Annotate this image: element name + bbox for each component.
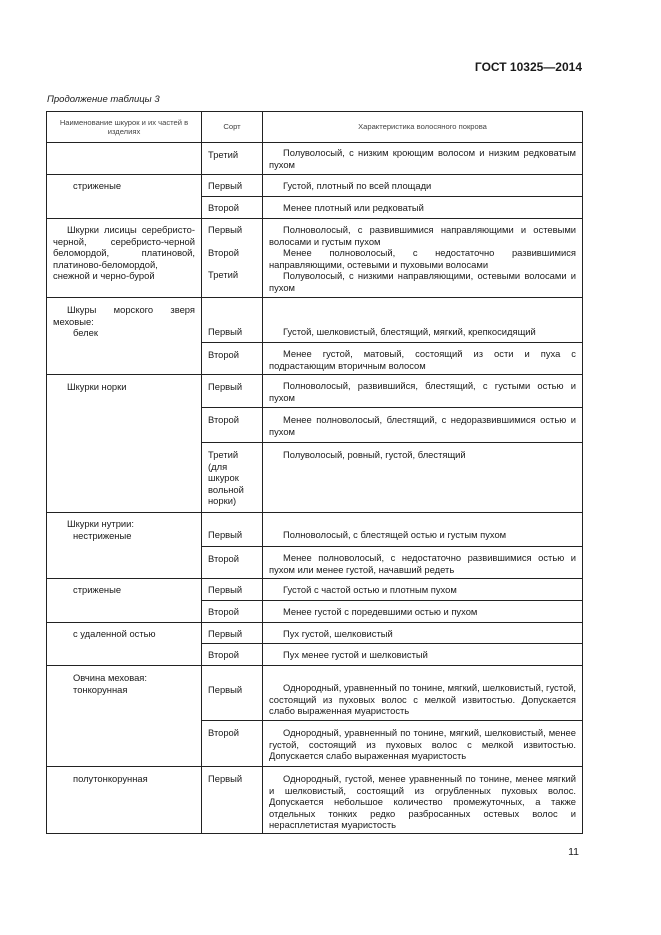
description-cell xyxy=(263,601,583,623)
table-row xyxy=(47,408,583,443)
grade-cell xyxy=(202,343,263,375)
table-row xyxy=(47,513,583,547)
description-cell xyxy=(263,343,583,375)
grade-cell xyxy=(202,721,263,767)
grade: Второй xyxy=(208,553,240,564)
grade: Второй xyxy=(208,414,240,425)
table-row xyxy=(47,343,583,375)
grade-cell xyxy=(202,408,263,443)
grade: Второй xyxy=(208,606,240,617)
description: Менее плотный или редковатый xyxy=(283,202,424,213)
item-name: стриженые xyxy=(73,584,122,595)
item-name-cell xyxy=(47,666,202,721)
description-cell xyxy=(263,219,583,298)
grade: Первый xyxy=(208,628,243,639)
table-row xyxy=(47,579,583,601)
grade-cell xyxy=(202,547,263,579)
grade-cell xyxy=(202,623,263,644)
standard-header: ГОСТ 10325—2014 xyxy=(474,60,582,74)
item-name: полутонкорунная xyxy=(73,773,148,784)
item-name-cell xyxy=(47,219,202,298)
item-name: стриженые xyxy=(73,180,122,191)
table-row xyxy=(47,197,583,219)
item-subname: нестриженые xyxy=(73,529,132,541)
table-caption: Продолжение таблицы 3 xyxy=(47,94,160,105)
item-name-cell xyxy=(47,197,202,219)
grade: Первый xyxy=(208,326,243,337)
description: Полноволосый, с развившимися направляющими и остевыми волосами и густым пухом xyxy=(269,224,576,247)
description: Однородный, уравненный по тонине, мягкий, шелковистый, густой, состоящий из пуховых волос с мелкой извитостью. Допускается слабо выраженная муаристость xyxy=(269,682,576,716)
description: Полноволосый, развившийся, блестящий, с густыми остью и пухом xyxy=(269,380,576,403)
table-row xyxy=(47,175,583,197)
table-row xyxy=(47,601,583,623)
table-row xyxy=(47,298,583,343)
item-name-cell xyxy=(47,721,202,767)
description-cell xyxy=(263,513,583,547)
description: Густой, плотный по всей площади xyxy=(283,180,432,191)
grade-cell xyxy=(202,601,263,623)
description: Полуволосый, ровный, густой, блестящий xyxy=(283,449,466,460)
description: Полуволосый, с низкими направляющими, остевыми волосами и пухом xyxy=(269,270,576,293)
grade: Третий (для шкурок вольной норки) xyxy=(208,449,244,506)
table-row xyxy=(47,547,583,579)
description: Однородный, уравненный по тонине, мягкий, шелковистый, менее густой, состоящий из пуховых волос с мелкой извитостью. Допускается слабо выраженная муаристость xyxy=(269,727,576,761)
description-cell xyxy=(263,644,583,666)
grade-cell xyxy=(202,666,263,721)
grade: Первый xyxy=(208,529,243,540)
description: Менее полноволосый, с недостаточно развившимися остью и пухом или менее густой, начавший редеть xyxy=(269,552,576,575)
description: Полноволосый, с блестящей остью и густым пухом xyxy=(283,529,507,540)
item-name-cell xyxy=(47,601,202,623)
description-cell xyxy=(263,666,583,721)
grade: Первый xyxy=(208,180,243,191)
item-name: Овчина меховая: xyxy=(73,672,147,683)
grade: Первый xyxy=(208,224,243,235)
table-row xyxy=(47,767,583,834)
grade-cell xyxy=(202,175,263,197)
item-name-cell xyxy=(47,143,202,175)
grade: Первый xyxy=(208,584,243,595)
table-row xyxy=(47,375,583,408)
description-cell xyxy=(263,143,583,175)
grade-cell xyxy=(202,767,263,834)
table-row xyxy=(47,721,583,767)
description: Пух менее густой и шелковистый xyxy=(283,649,428,660)
table-row xyxy=(47,143,583,175)
grade-cell xyxy=(202,298,263,343)
description: Густой, шелковистый, блестящий, мягкий, крепкосидящий xyxy=(283,326,536,337)
grade: Второй xyxy=(208,649,240,660)
grade-cell xyxy=(202,143,263,175)
grade: Первый xyxy=(208,381,243,392)
description-cell xyxy=(263,197,583,219)
description-cell xyxy=(263,298,583,343)
item-name-cell xyxy=(47,375,202,408)
table-header-row xyxy=(47,112,583,143)
description-cell xyxy=(263,579,583,601)
item-name-cell xyxy=(47,175,202,197)
item-name: Шкурки лисицы серебристо-черной, серебристо-черной беломордой, платиновой, платиново-беломордой, снежной и черно-бурой xyxy=(53,224,195,281)
item-subname: белек xyxy=(73,327,98,338)
grade: Первый xyxy=(208,684,243,695)
grade: Второй xyxy=(208,727,240,738)
grade-cell xyxy=(202,513,263,547)
item-name: Шкурки норки xyxy=(67,381,127,392)
description-cell xyxy=(263,623,583,644)
description: Менее полноволосый, блестящий, с недоразвившимися остью и пухом xyxy=(269,414,576,437)
item-name-cell xyxy=(47,443,202,513)
table-row xyxy=(47,219,583,298)
description: Пух густой, шелковистый xyxy=(283,628,393,639)
grade-cell xyxy=(202,219,263,298)
description: Менее густой с поредевшими остью и пухом xyxy=(283,606,478,617)
grade-cell xyxy=(202,644,263,666)
item-name-cell xyxy=(47,767,202,834)
description-cell xyxy=(263,175,583,197)
header-description: Характеристика волосяного покрова xyxy=(263,112,583,143)
description-cell xyxy=(263,547,583,579)
page-number: 11 xyxy=(568,846,579,858)
table-row xyxy=(47,644,583,666)
description: Менее полноволосый, с недостаточно развившимися направляющими, остевыми и пуховыми волосами xyxy=(269,247,576,270)
table-row xyxy=(47,666,583,721)
grade: Второй xyxy=(208,349,240,360)
item-name-cell xyxy=(47,298,202,343)
description-cell xyxy=(263,375,583,408)
grade-cell xyxy=(202,579,263,601)
description: Полуволосый, с низким кроющим волосом и низким редковатым пухом xyxy=(269,147,576,170)
grade-cell xyxy=(202,197,263,219)
item-name-cell xyxy=(47,408,202,443)
grade-cell xyxy=(202,443,263,513)
item-name-cell xyxy=(47,513,202,547)
grade: Третий xyxy=(208,269,239,280)
item-name-cell xyxy=(47,547,202,579)
item-name: Шкуры морского зверя меховые: xyxy=(53,304,195,327)
description-cell xyxy=(263,408,583,443)
description: Менее густой, матовый, состоящий из ости и пуха с подрастающим вторичным волосом xyxy=(269,348,576,371)
description-cell xyxy=(263,721,583,767)
table-row xyxy=(47,443,583,513)
item-name-cell xyxy=(47,644,202,666)
grade: Второй xyxy=(208,246,240,258)
item-name-cell xyxy=(47,623,202,644)
grade: Третий xyxy=(208,149,239,160)
item-name: Шкурки нутрии: xyxy=(67,518,134,529)
description: Густой с частой остью и плотным пухом xyxy=(283,584,457,595)
description: Однородный, густой, менее уравненный по тонине, менее мягкий и шелковистый, состоящий из огрубленных пуховых волос. Допускается небольшое количество промежуточных, а также отдельных тонких редко разбросанных остевых волос и нерасплетистая муаристость xyxy=(269,773,576,830)
grade-cell xyxy=(202,375,263,408)
description-cell xyxy=(263,767,583,834)
item-name: с удаленной остью xyxy=(73,628,156,639)
grade: Первый xyxy=(208,773,243,784)
item-name-cell xyxy=(47,579,202,601)
table-row xyxy=(47,623,583,644)
header-grade: Сорт xyxy=(202,112,263,143)
grade: Второй xyxy=(208,202,240,213)
grading-table xyxy=(46,111,583,834)
description-cell xyxy=(263,443,583,513)
item-subname: тонкорунная xyxy=(73,683,128,695)
item-name-cell xyxy=(47,343,202,375)
header-name: Наименование шкурок и их частей в изделиях xyxy=(47,112,202,143)
